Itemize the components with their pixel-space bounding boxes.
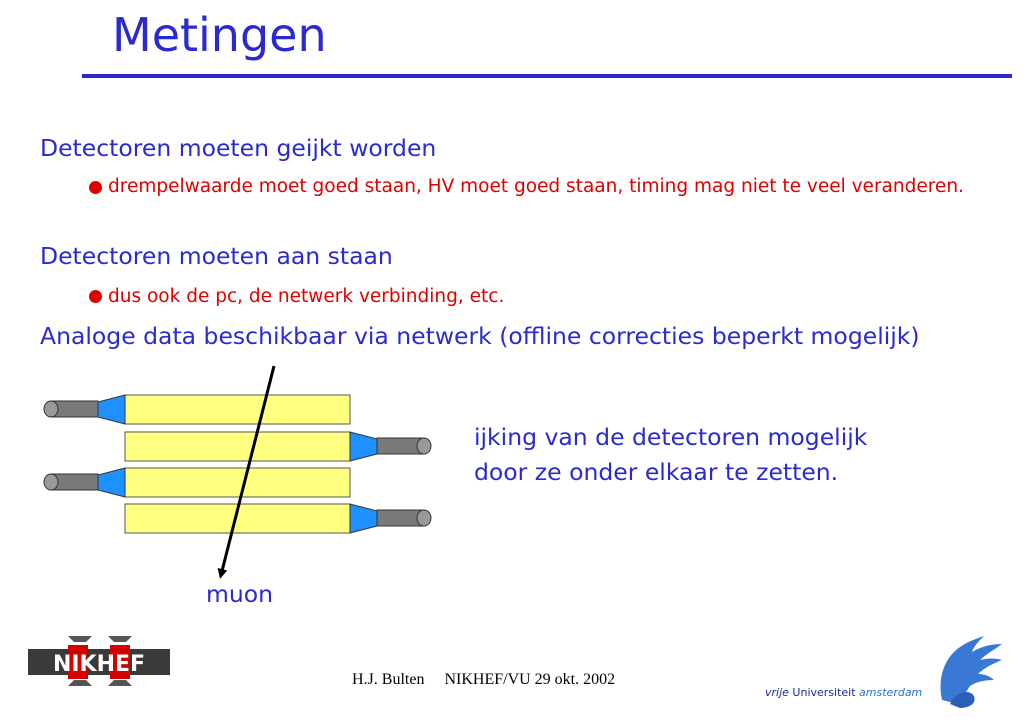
detector-1 [44, 395, 350, 424]
bullet-analog-data: Analoge data beschikbaar via netwerk (offline correcties beperkt mogelijk) [40, 322, 920, 350]
diagram-caption: ijking van de detectoren mogelijk door ze onder elkaar te zetten. [474, 423, 868, 486]
subbullet-pc-network: dus ook de pc, de netwerk verbinding, etc. [108, 286, 505, 307]
nikhef-logo [28, 632, 170, 690]
light-guide [98, 395, 125, 424]
muon-label: muon [206, 580, 274, 608]
vu-logo-text: vrije Universiteit amsterdam [765, 686, 923, 699]
bullet-detectors-on: Detectoren moeten aan staan [40, 242, 393, 270]
footer-author: H.J. Bulten [352, 671, 425, 688]
detector-2 [125, 432, 431, 461]
pmt-end [44, 401, 58, 417]
nikhef-logo-text: NIKHEF [52, 652, 146, 677]
slide-title: Metingen [112, 8, 327, 62]
scintillator-bar [125, 468, 350, 497]
light-guide [350, 432, 377, 461]
light-guide [350, 504, 377, 533]
pmt-end [417, 438, 431, 454]
pmt-end [44, 474, 58, 490]
footer-event: NIKHEF/VU 29 okt. 2002 [444, 671, 616, 688]
slide-footer [352, 671, 615, 689]
scintillator-bar [125, 432, 350, 461]
scintillator-bar [125, 395, 350, 424]
detector-3 [44, 468, 350, 497]
pmt-end [417, 510, 431, 526]
subbullet-thresholds: drempelwaarde moet goed staan, HV moet goed staan, timing mag niet te veel veranderen. [108, 176, 964, 197]
vu-griffin-icon [932, 630, 1004, 710]
detector-4 [125, 504, 431, 533]
bullet-calibration: Detectoren moeten geijkt worden [40, 134, 437, 162]
light-guide [98, 468, 125, 497]
